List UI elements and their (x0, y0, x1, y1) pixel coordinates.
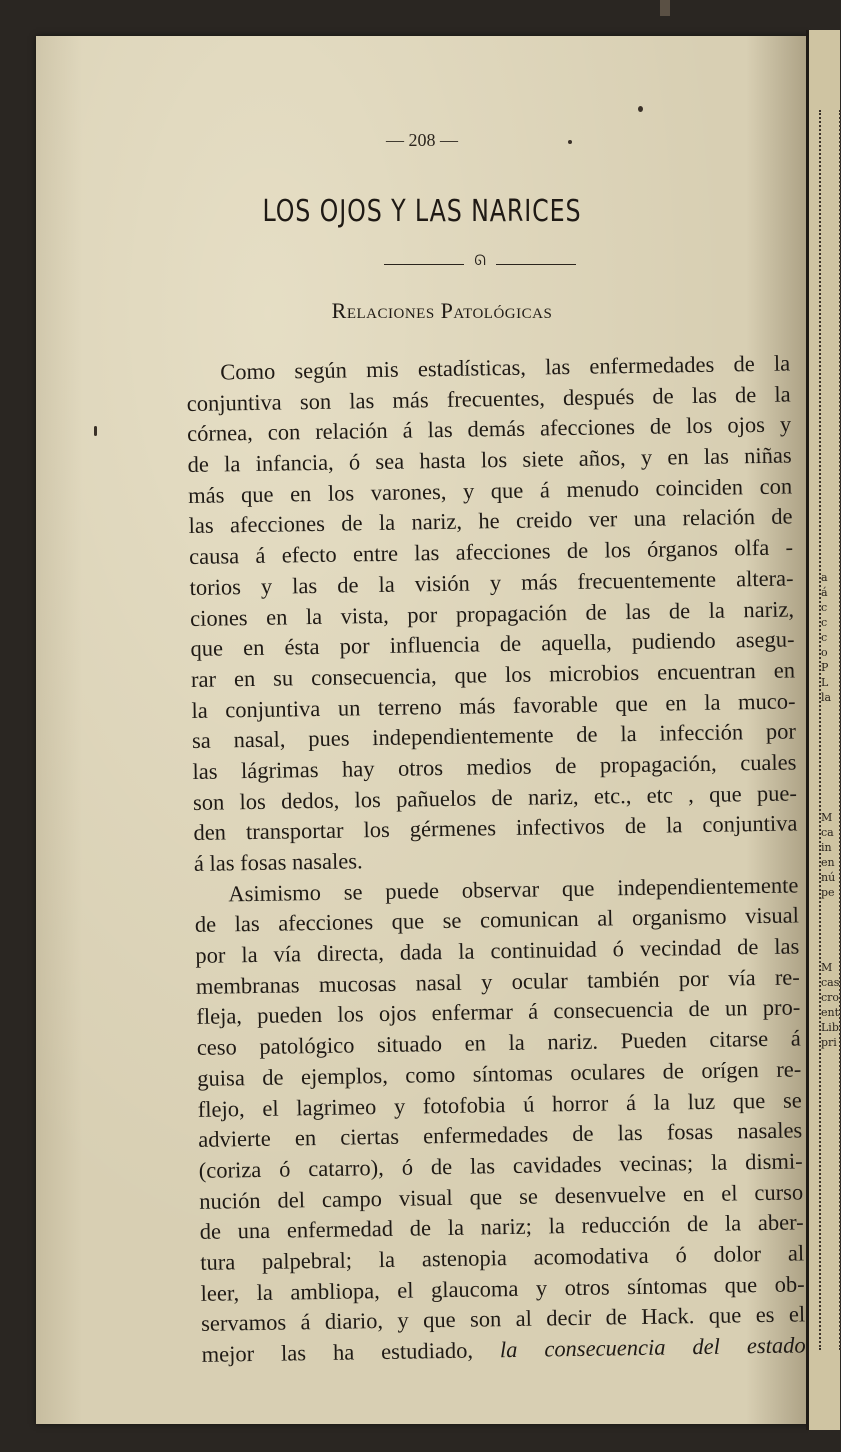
page-number: — 208 — (386, 130, 458, 150)
text-line-content: de las afecciones que se comunican al organismo visual (194, 902, 800, 938)
text-line-content: la conjuntiva un terreno más favorable que en la muco- (191, 688, 796, 723)
text-line-content: Asimismo se puede observar que independientemente (228, 872, 799, 907)
chapter-title: LOS OJOS Y LAS NARICES (262, 194, 582, 229)
section-subtitle: Relaciones Patológicas (331, 298, 553, 323)
text-line-content: causa á efecto entre las afecciones de los órganos olfa - (188, 534, 794, 570)
text-line-content: mejor las ha estudiado, (201, 1337, 474, 1367)
adjacent-page-edge (806, 30, 840, 1430)
text-line-content: conjuntiva son las más frecuentes, después de las de la (186, 381, 791, 416)
ink-speck (568, 140, 572, 144)
text-line-content: que en ésta por influencia de aquella, pudiendo asegu- (190, 626, 795, 662)
text-line-content: son los dedos, los pañuelos de nariz, etc., etc , que pue- (192, 780, 798, 815)
text-line-content: de una enfermedad de la nariz; la reducción de la aber- (199, 1209, 804, 1245)
text-line-content: Como según mis estadísticas, las enfermedades de la (220, 350, 791, 385)
text-line-content: (coriza ó catarro), ó de las cavidades vecinas; la dismi- (198, 1148, 803, 1183)
text-line-content: advierte en ciertas enfermedades de las fosas nasales (198, 1117, 803, 1153)
text-line-content: leer, la ambliopa, el glaucoma y otros síntomas que ob- (200, 1271, 805, 1306)
text-line-content: servamos á diario, y que son al decir de Hack. que es el (200, 1301, 806, 1337)
text-line-content: córnea, con relación á las demás afecciones de los ojos y (186, 411, 792, 447)
ink-speck (94, 426, 97, 436)
text-line-content: tura palpebral; la astenopia acomodativa ó dolor al (200, 1240, 805, 1275)
rule-line-right (496, 264, 576, 265)
text-line-content: más que en los varones, y que á menudo coinciden con (187, 473, 793, 508)
text-line-content: flejo, el lagrimeo y fotofobia ú horror á la luz que se (197, 1086, 802, 1122)
ink-speck (638, 106, 643, 112)
text-line-content: las lágrimas hay otros medios de propagación, cuales (192, 749, 797, 784)
text-line-content: torios y las de la visión y más frecuentemente altera- (189, 565, 794, 600)
text-line-content: sa nasal, pues independientemente de la infección por (191, 718, 797, 754)
scan-edge-mark (660, 0, 670, 16)
text-line-content: las afecciones de la nariz, he creido ver una relación de (188, 503, 793, 539)
text-line-content: ciones en la vista, por propagación de las de la nariz, (189, 595, 795, 631)
text-line-content: de la infancia, ó sea hasta los siete años, y en las niñas (187, 442, 792, 478)
text-line-content: den transportar los gérmenes infectivos de la conjuntiva (193, 810, 798, 846)
text-line-content: á las fosas nasales. (193, 848, 363, 876)
body-text (186, 349, 806, 1371)
rule-line-left (384, 264, 464, 265)
flourish-icon: ᘏ (474, 253, 486, 269)
adjacent-page-text: a á c c c o P L la M ca in en nú pe M cas cro ent Lib pri (821, 571, 840, 1049)
text-line-content: guisa de ejemplos, como síntomas oculares de orígen re- (197, 1056, 802, 1091)
text-line-content: por la vía directa, dada la continuidad ó vecindad de las (195, 933, 800, 968)
text-line-content: nución del campo visual que se desenvuelve en el curso (199, 1178, 804, 1214)
text-line-content: membranas mucosas nasal y ocular también por vía re- (195, 964, 800, 999)
text-line-content: rar en su consecuencia, que los microbios encuentran en (190, 657, 796, 692)
title-ornament-rule (384, 253, 576, 271)
text-line-content: fleja, pueden los ojos enfermar á consecuencia de un pro- (196, 994, 801, 1030)
book-page (36, 36, 808, 1424)
italic-quote: la consecuencia del estado (499, 1332, 806, 1363)
text-line-content: ceso patológico situado en la nariz. Pueden citarse á (196, 1025, 801, 1061)
